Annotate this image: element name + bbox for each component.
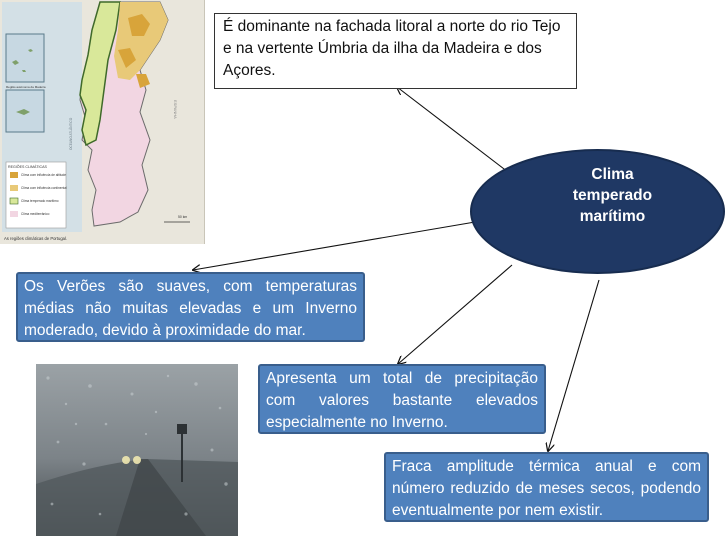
map-caption: As regiões climáticas de Portugal. (4, 236, 68, 241)
precipitation-box: Apresenta um total de precipitação com valores bastante elevados especialmente no Inverno. (258, 364, 546, 434)
central-concept-ellipse (470, 149, 725, 274)
arrow-to-top-caption (397, 87, 508, 172)
legend-item-altitude: Clima com influência de altitude (21, 173, 67, 177)
legend-item-maritime: Clima temperado marítimo (21, 199, 59, 203)
rainy-road-photo (36, 364, 238, 536)
inset-label: Região autónoma da Madeira (6, 85, 46, 89)
arrow-to-amplitude-box (548, 280, 599, 451)
summer-winter-box: Os Verões são suaves, com temperaturas médias não muitas elevadas e um Inverno moderado, devido à proximidade do mar. (16, 272, 365, 342)
legend-item-mediterranean: Clima mediterrânico (21, 212, 50, 216)
thermal-amplitude-box: Fraca amplitude térmica anual e com número reduzido de meses secos, podendo eventualmente por nem existir. (384, 452, 709, 522)
arrow-to-summer-box (193, 222, 475, 270)
scale-label: 50 km (178, 215, 188, 219)
legend-item-continental: Clima com influência continental (21, 186, 67, 190)
central-concept-label: Clima temperado marítimo (572, 166, 653, 225)
ocean-label: OCEANO ATLÂNTICO (69, 117, 73, 150)
climate-map-drawing (0, 0, 204, 244)
country-label: ESPANHA (173, 100, 178, 119)
arrow-to-precipitation-box (398, 265, 512, 364)
distribution-text-box: É dominante na fachada litoral a norte do rio Tejo e na vertente Úmbria da ilha da Madeira e dos Açores. (214, 13, 577, 89)
rainy-road-photo-drawing (36, 364, 238, 536)
climate-map (0, 0, 205, 244)
legend-title: REGIÕES CLIMÁTICAS (8, 165, 47, 169)
